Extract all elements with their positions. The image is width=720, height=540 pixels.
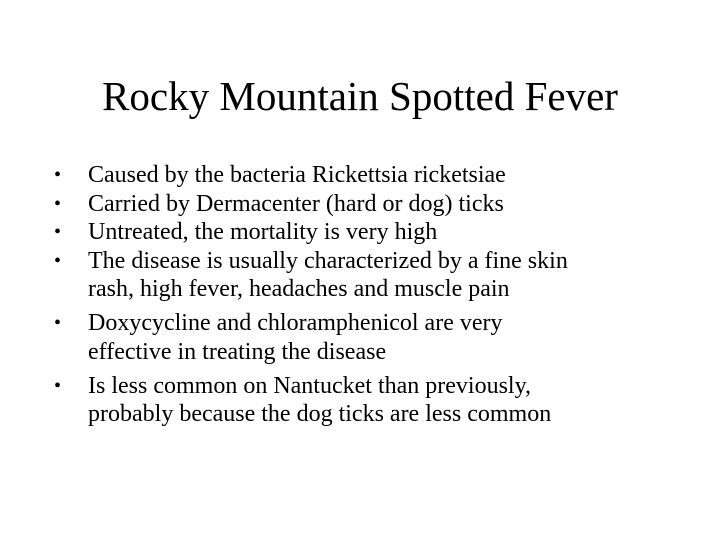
bullet-dot: •: [54, 221, 62, 243]
bullet-dot: •: [54, 249, 62, 272]
bullet-dot: •: [54, 312, 62, 334]
bullet-dot: •: [54, 374, 62, 397]
bullet-text: Untreated, the mortality is very high: [88, 219, 438, 245]
bullet-item: [0, 190, 720, 219]
bullet-dot: •: [54, 192, 62, 215]
slide-title: Rocky Mountain Spotted Fever: [102, 73, 618, 119]
bullet-text-line: rash, high fever, headaches and muscle pain: [88, 276, 510, 302]
bullet-item: [0, 372, 720, 429]
bullet-text: Carried by Dermacenter (hard or dog) ticks: [88, 190, 504, 217]
bullet-text-line: Is less common on Nantucket than previously,: [88, 372, 532, 399]
bullet-text-line: The disease is usually characterized by a fine skin: [88, 247, 568, 274]
bullet-text: Caused by the bacteria Rickettsia ricketsiae: [88, 162, 506, 188]
bullet-item: [0, 309, 720, 366]
bullet-item: [0, 161, 720, 190]
bullet-text-line: effective in treating the disease: [88, 338, 387, 365]
bullet-dot: •: [54, 164, 62, 186]
bullet-text-line: probably because the dog ticks are less common: [88, 401, 552, 427]
bullet-item: [0, 247, 720, 304]
bullet-text-line: Doxycycline and chloramphenicol are very: [88, 310, 503, 336]
bullet-item: [0, 218, 720, 247]
bullet-list: [0, 161, 720, 434]
